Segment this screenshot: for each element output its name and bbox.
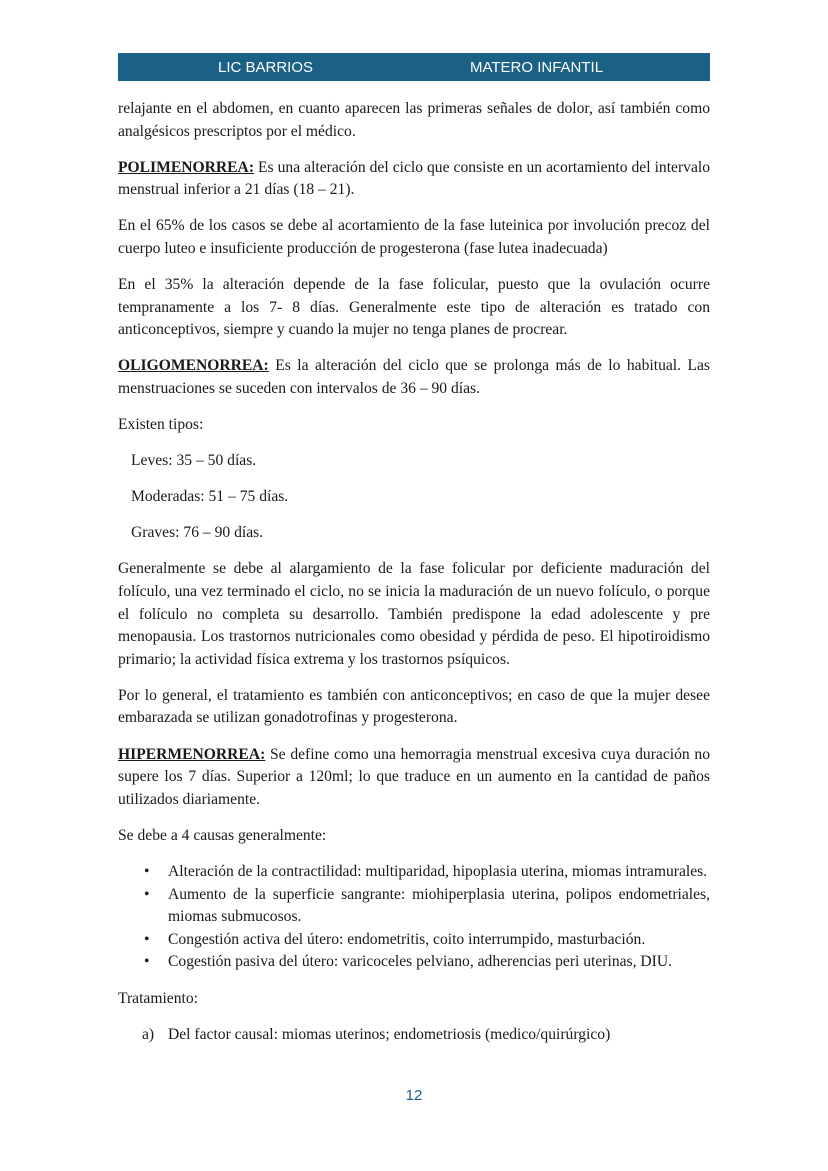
paragraph: Por lo general, el tratamiento es también con anticonceptivos; en caso de que la mujer desee embarazada se utilizan gonadotrofinas y progesterona.: [118, 686, 710, 727]
causes-list: [118, 861, 710, 974]
lettered-item: [142, 1024, 710, 1047]
item-label: a): [142, 1026, 155, 1043]
item-text: Del factor causal: miomas uterinos; endometriosis (medico/quirúrgico): [168, 1026, 611, 1043]
page-body: [118, 98, 710, 1060]
type-item: Moderadas: 51 – 75 días.: [131, 488, 289, 506]
list-item: • Cogestión pasiva del útero: varicoceles pelviano, adherencias peri uterinas, DIU.: [168, 951, 710, 974]
paragraph-text: Es la alteración del ciclo que se prolonga más de lo habitual. Las menstruaciones se suceden con intervalos de 36 – 90 días.: [118, 357, 710, 397]
paragraph: relajante en el abdomen, en cuanto aparecen las primeras señales de dolor, así también como analgésicos prescriptos por el médico.: [118, 100, 710, 140]
paragraph: En el 35% la alteración depende de la fase folicular, puesto que la ovulación ocurre tempranamente a los 7- 8 días. Generalmente este tipo de alteración es tratado con anticonceptivos, siempre y cuando la mujer no tenga planes de procrear.: [118, 276, 710, 339]
paragraph: Existen tipos:: [118, 416, 204, 434]
header-author: LIC BARRIOS: [218, 59, 314, 76]
paragraph-text: Se define como una hemorragia menstrual excesiva cuya duración no supere los 7 días. Superior a 120ml; lo que traduce en un aumento en la cantidad de paños utilizados diariamente.: [118, 745, 710, 808]
polimenorrea-paragraph: [118, 157, 710, 202]
paragraph: Se debe a 4 causas generalmente:: [118, 826, 327, 844]
oligomenorrea-paragraph: [118, 355, 710, 400]
page-header: [118, 53, 710, 81]
paragraph-text: Es una alteración del ciclo que consiste en un acortamiento del intervalo menstrual inferior a 21 días (18 – 21).: [118, 158, 710, 199]
term-heading: OLIGOMENORREA:: [118, 357, 269, 375]
list-item: • Congestión activa del útero: endometritis, coito interrumpido, masturbación.: [168, 929, 710, 952]
term-heading: HIPERMENORREA:: [118, 745, 266, 763]
list-item: • Alteración de la contractilidad: multiparidad, hipoplasia uterina, miomas intramurales.: [168, 861, 710, 884]
hipermenorrea-paragraph: [118, 744, 710, 812]
list-item: • Aumento de la superficie sangrante: miohiperplasia uterina, polipos endometriales, miomas submucosos.: [168, 884, 710, 929]
term-heading: POLIMENORREA:: [118, 158, 255, 176]
page-number: 12: [405, 1087, 423, 1104]
header-subject: MATERO INFANTIL: [470, 59, 604, 76]
type-item: Leves: 35 – 50 días.: [131, 452, 257, 470]
paragraph: En el 65% de los casos se debe al acortamiento de la fase luteinica por involución precoz del cuerpo luteo e insuficiente producción de progesterona (fase lutea inadecuada): [118, 217, 710, 257]
paragraph: Tratamiento:: [118, 989, 198, 1007]
paragraph: Generalmente se debe al alargamiento de la fase folicular por deficiente maduración del folículo, una vez terminado el ciclo, no se inicia la maduración de un nuevo folículo, o porque el folículo no completa su desarrollo. También predispone la edad adolescente y pre menopausia. Los trastornos nutricionales como obesidad y pérdida de peso. El hipotiroidismo primario; la actividad física extrema y los trastornos psíquicos.: [118, 560, 710, 668]
type-item: Graves: 76 – 90 días.: [131, 524, 264, 542]
